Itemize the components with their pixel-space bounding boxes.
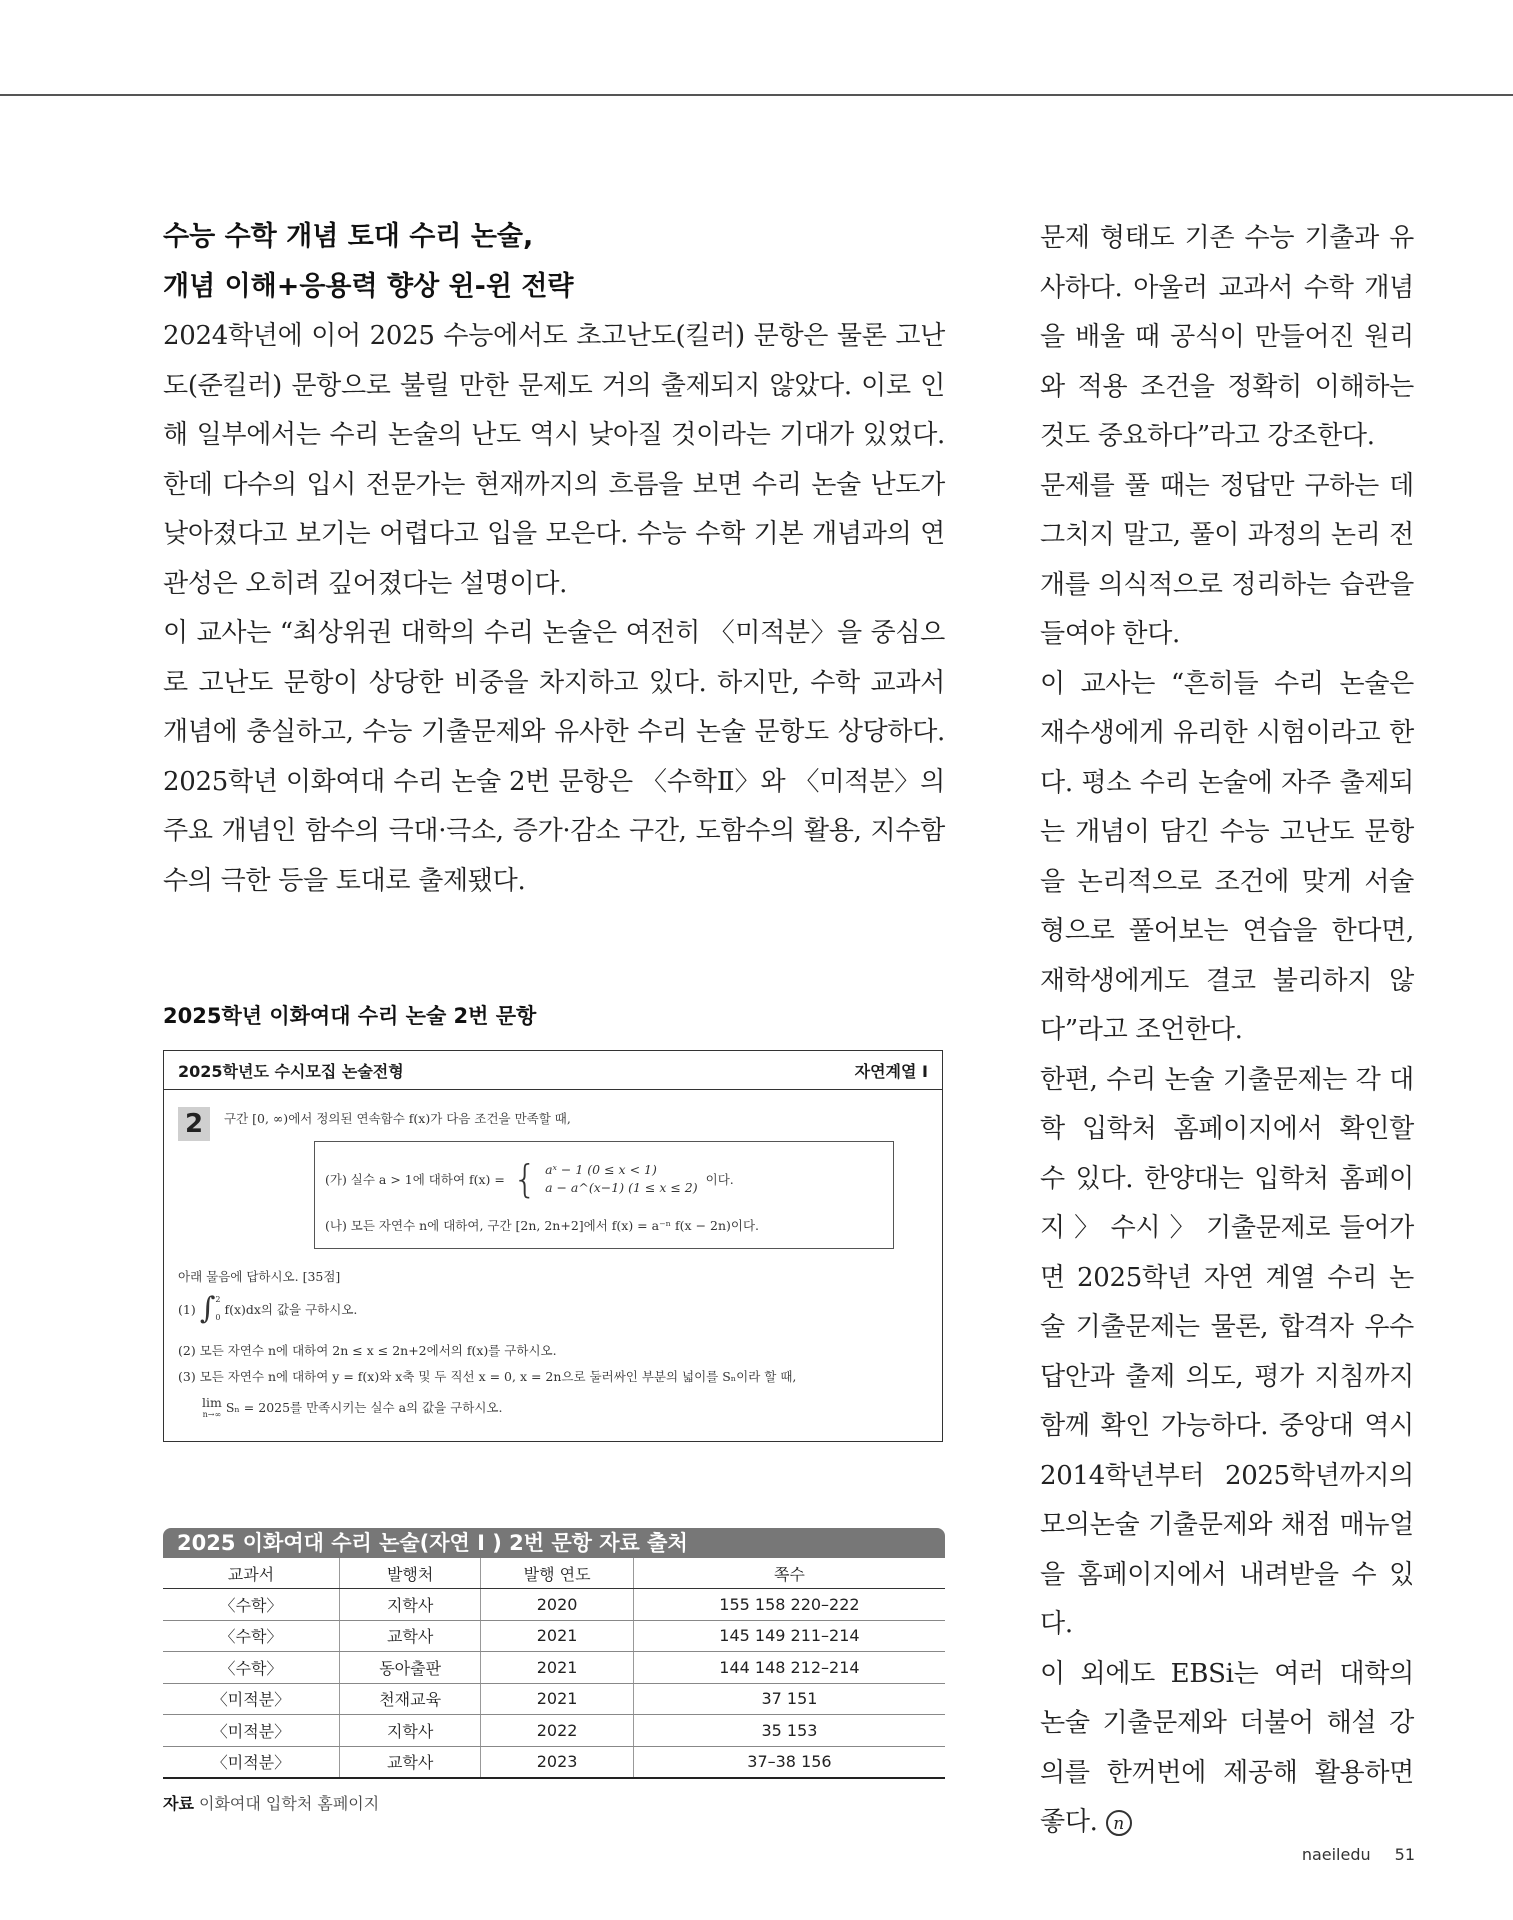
table-cell: 〈수학〉 [163, 1620, 339, 1652]
right-paragraph-4: 한편, 수리 논술 기출문제는 각 대학 입학처 홈페이지에서 확인할 수 있다. 한양대는 입학처 홈페이지 〉 수시 〉 기출문제로 들어가면 2025학년 자연 계열 수리 논술 기출문제는 물론, 합격자 우수 답안과 출제 의도, 평가 지침까지 함께 확인 가능하다. 중앙대 역시 2014학년부터 2025학년까지의 모의논술 기출문제와 채점 매뉴얼을 홈페이지에서 내려받을 수 있다. [1040, 1064, 1414, 1639]
table-cell: 2021 [481, 1620, 634, 1652]
table-row [163, 1683, 945, 1715]
problem-instruction: 아래 물음에 답하시오. [35점] [178, 1269, 341, 1284]
limit-symbol: lim [202, 1395, 222, 1410]
left-paragraph-2: 이 교사는 “최상위권 대학의 수리 논술은 여전히 〈미적분〉을 중심으로 고난도 문항이 상당한 비중을 차지하고 있다. 하지만, 수학 교과서 개념에 충실하고, 수능 기출문제와 유사한 수리 논술 문항도 상당하다. 2025학년 이화여대 수리 논술 2번 문항은 〈수학Ⅱ〉와 〈미적분〉의 주요 개념인 함수의 극대·극소, 증가·감소 구간, 도함수의 활용, 지수함수의 극한 등을 토대로 출제됐다. [163, 618, 945, 896]
left-column [163, 212, 945, 906]
table-row [163, 1746, 945, 1778]
right-column [1040, 214, 1414, 1848]
table-cell: 2021 [481, 1652, 634, 1684]
table-cell: 35 153 [633, 1715, 945, 1747]
condition-b: (나) 모든 자연수 n에 대하여, 구간 [2n, 2n+2]에서 f(x) = a⁻ⁿ f(x − 2n)이다. [325, 1218, 760, 1233]
table-title: 2025 이화여대 수리 논술(자연 I ) 2번 문항 자료 출처 [163, 1528, 945, 1558]
case-1: aˣ − 1 (0 ≤ x < 1) [545, 1162, 657, 1177]
end-mark-icon: n [1106, 1810, 1132, 1836]
case-2: a − a^(x−1) (1 ≤ x ≤ 2) [545, 1180, 698, 1195]
table-cell: 155 158 220–222 [633, 1589, 945, 1621]
last-paragraph-text: 이 외에도 EBSi는 여러 대학의 논술 기출문제와 더불어 해설 강의를 한꺼번에 제공해 활용하면 좋다. [1040, 1658, 1414, 1837]
question-3-tail: Sₙ = 2025를 만족시키는 실수 a의 값을 구하시오. [225, 1400, 503, 1415]
problem-number: 2 [178, 1107, 210, 1141]
table-cell: 37 151 [633, 1683, 945, 1715]
header-cell: 교과서 [163, 1558, 339, 1589]
page-number: 51 [1394, 1845, 1415, 1864]
question-1-text: f(x)dx의 값을 구하시오. [224, 1302, 358, 1317]
table-row [163, 1715, 945, 1747]
table-cell: 37–38 156 [633, 1746, 945, 1778]
question-3: (3) 모든 자연수 n에 대하여 y = f(x)와 x축 및 두 직선 x = 0, x = 2n으로 둘러싸인 부분의 넓이를 Sₙ이라 할 때, [178, 1369, 797, 1384]
right-paragraph-3: 이 교사는 “흔히들 수리 논술은 재수생에게 유리한 시험이라고 한다. 평소 수리 논술에 자주 출제되는 개념이 담긴 수능 고난도 문항을 논리적으로 조건에 맞게 서술형으로 풀어보는 연습을 한다면, 재학생에게도 결코 불리하지 않다”라고 조언한다. [1040, 668, 1414, 1045]
table-cell: 교학사 [339, 1746, 480, 1778]
condition-a-tail: 이다. [705, 1172, 734, 1187]
limit-subscript: n→∞ [202, 1410, 222, 1419]
table-cell: 교학사 [339, 1620, 480, 1652]
page-footer [1302, 1845, 1415, 1864]
brace-icon: { [512, 1157, 538, 1201]
article-heading-line1: 수능 수학 개념 토대 수리 논술, [163, 221, 534, 252]
table-source [163, 1791, 945, 1814]
table-cell: 2021 [481, 1683, 634, 1715]
table-cell: 2020 [481, 1589, 634, 1621]
source-label: 자료 [163, 1794, 194, 1813]
table-cell: 〈미적분〉 [163, 1746, 339, 1778]
table-cell: 지학사 [339, 1715, 480, 1747]
header-cell: 쪽수 [633, 1558, 945, 1589]
table-cell: 동아출판 [339, 1652, 480, 1684]
table-cell: 천재교육 [339, 1683, 480, 1715]
table-row [163, 1620, 945, 1652]
problem-header [164, 1051, 942, 1090]
table-cell: 〈수학〉 [163, 1589, 339, 1621]
footer-brand: naeiledu [1301, 1845, 1371, 1864]
integral-lower: 0 [215, 1313, 221, 1322]
table-row [163, 1589, 945, 1621]
left-body [163, 312, 945, 906]
problem-intro: 구간 [0, ∞)에서 정의된 연속함수 f(x)가 다음 조건을 만족할 때, [224, 1111, 571, 1126]
table-cell: 2022 [481, 1715, 634, 1747]
table-row [163, 1652, 945, 1684]
source-text: 이화여대 입학처 홈페이지 [199, 1794, 380, 1813]
right-paragraph-5 [1040, 1650, 1414, 1848]
condition-box [314, 1141, 894, 1249]
table-cell: 〈미적분〉 [163, 1715, 339, 1747]
problem-section-title: 2025학년 이화여대 수리 논술 2번 문항 [163, 1004, 537, 1028]
data-table [163, 1558, 945, 1779]
question-1 [178, 1291, 357, 1327]
table-cell: 〈수학〉 [163, 1652, 339, 1684]
table-cell: 144 148 212–214 [633, 1652, 945, 1684]
condition-a [325, 1157, 734, 1201]
table-cell: 지학사 [339, 1589, 480, 1621]
condition-a-label: (가) 실수 a > 1에 대하여 f(x) = [325, 1172, 505, 1187]
left-paragraph-1: 2024학년에 이어 2025 수능에서도 초고난도(킬러) 문항은 물론 고난도(준킬러) 문항으로 불릴 만한 문제도 거의 출제되지 않았다. 이로 인해 일부에서는 수리 논술의 난도 역시 낮아질 것이라는 기대가 있었다. 한데 다수의 입시 전문가는 현재까지의 흐름을 보면 수리 논술 난도가 낮아졌다고 보기는 어렵다고 입을 모은다. 수능 수학 기본 개념과의 연관성은 오히려 깊어졌다는 설명이다. [163, 321, 945, 599]
problem-header-right: 자연계열 I [854, 1061, 928, 1081]
table-cell: 2023 [481, 1746, 634, 1778]
question-1-label: (1) [178, 1301, 196, 1317]
table-cell: 145 149 211–214 [633, 1620, 945, 1652]
right-paragraph-2: 문제를 풀 때는 정답만 구하는 데 그치지 말고, 풀이 과정의 논리 전개를 의식적으로 정리하는 습관을 들여야 한다. [1040, 470, 1414, 649]
top-rule [0, 94, 1513, 96]
header-cell: 발행처 [339, 1558, 480, 1589]
header-cell: 발행 연도 [481, 1558, 634, 1589]
table-cell: 〈미적분〉 [163, 1683, 339, 1715]
right-paragraph-1: 문제 형태도 기존 수능 기출과 유사하다. 아울러 교과서 수학 개념을 배울 때 공식이 만들어진 원리와 적용 조건을 정확히 이해하는 것도 중요하다”라고 강조한다. [1040, 223, 1414, 451]
problem-header-left: 2025학년도 수시모집 논술전형 [178, 1061, 404, 1081]
piecewise-cases [545, 1161, 698, 1197]
source-table [163, 1528, 945, 1814]
article-heading-line2: 개념 이해+응용력 향상 윈-윈 전략 [163, 271, 574, 302]
integral-upper: 2 [215, 1295, 221, 1304]
table-header-row [163, 1558, 945, 1589]
question-2: (2) 모든 자연수 n에 대하여 2n ≤ x ≤ 2n+2에서의 f(x)를 구하시오. [178, 1343, 557, 1358]
problem-box [163, 1050, 943, 1442]
question-3-limit [202, 1395, 502, 1419]
integral-icon: ∫ [199, 1291, 216, 1326]
